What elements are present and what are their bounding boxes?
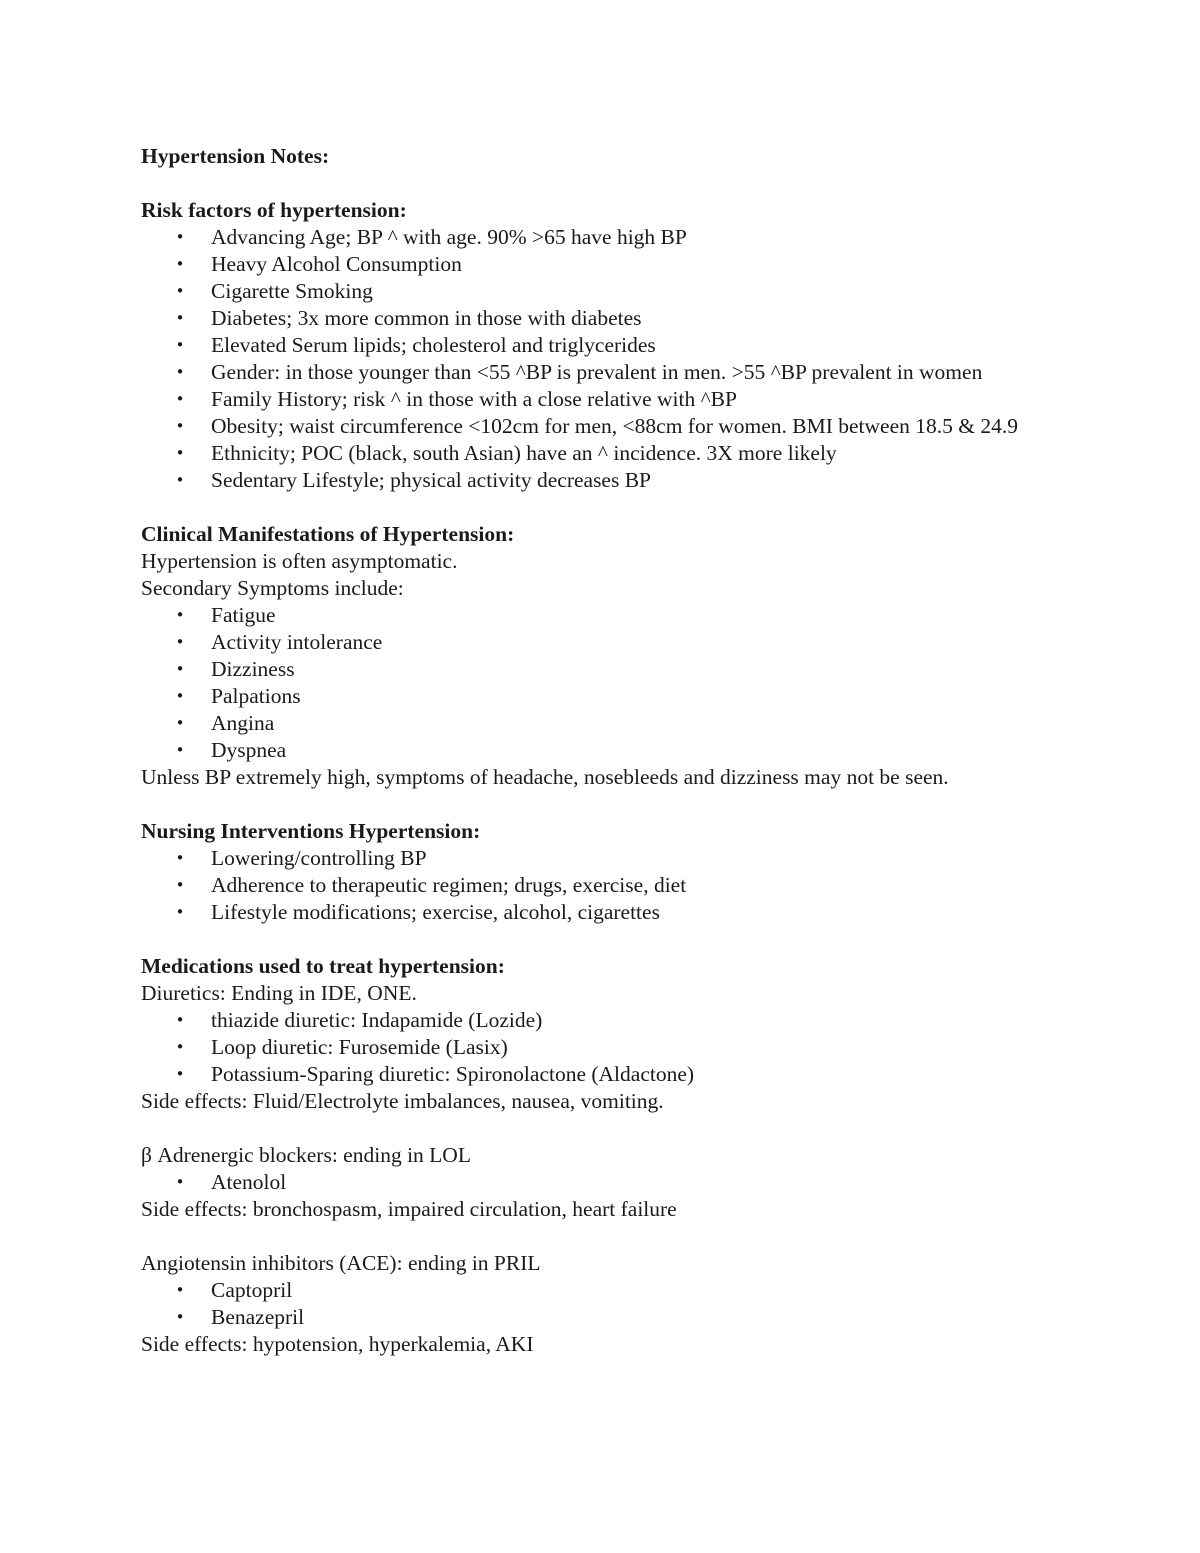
list-item bbox=[141, 386, 1061, 413]
list-item bbox=[141, 1277, 1061, 1304]
list-item bbox=[141, 305, 1061, 332]
list-item-text: Fatigue bbox=[211, 603, 276, 627]
blank-line bbox=[141, 926, 1061, 953]
list-item-text: Sedentary Lifestyle; physical activity decreases BP bbox=[211, 468, 652, 492]
beta-blockers-group bbox=[141, 1142, 1061, 1223]
beta-blockers-side-effects: Side effects: bronchospasm, impaired circulation, heart failure bbox=[141, 1197, 677, 1221]
list-item bbox=[141, 440, 1061, 467]
symptoms-list bbox=[141, 602, 1061, 764]
list-item-text: Lowering/controlling BP bbox=[211, 846, 427, 870]
bullet-icon: • bbox=[175, 741, 185, 759]
clinical-note-text: Unless BP extremely high, symptoms of headache, nosebleeds and dizziness may not be seen. bbox=[141, 765, 949, 789]
document-body bbox=[141, 143, 1061, 1358]
bullet-icon: • bbox=[175, 876, 185, 894]
bullet-icon: • bbox=[175, 228, 185, 246]
list-item bbox=[141, 359, 1061, 386]
diuretics-list bbox=[141, 1007, 1061, 1088]
list-item-text: thiazide diuretic: Indapamide (Lozide) bbox=[211, 1008, 543, 1032]
document-title: Hypertension Notes: bbox=[141, 144, 330, 168]
list-item bbox=[141, 224, 1061, 251]
list-item-text: Potassium-Sparing diuretic: Spironolactone (Aldactone) bbox=[211, 1062, 695, 1086]
secondary-symptoms-label: Secondary Symptoms include: bbox=[141, 576, 404, 600]
list-item bbox=[141, 278, 1061, 305]
list-item-text: Heavy Alcohol Consumption bbox=[211, 252, 462, 276]
list-item-text: Elevated Serum lipids; cholesterol and triglycerides bbox=[211, 333, 656, 357]
list-item-text: Activity intolerance bbox=[211, 630, 383, 654]
nursing-interventions-heading: Nursing Interventions Hypertension: bbox=[141, 819, 481, 843]
ace-inhibitors-list bbox=[141, 1277, 1061, 1331]
ace-inhibitors-side-effects: Side effects: hypotension, hyperkalemia, AKI bbox=[141, 1332, 534, 1356]
bullet-icon: • bbox=[175, 336, 185, 354]
risk-factors-heading: Risk factors of hypertension: bbox=[141, 198, 407, 222]
nursing-interventions-list bbox=[141, 845, 1061, 926]
bullet-icon: • bbox=[175, 282, 185, 300]
blank-line bbox=[141, 1223, 1061, 1250]
bullet-icon: • bbox=[175, 849, 185, 867]
medications-section bbox=[141, 953, 1061, 1358]
list-item bbox=[141, 332, 1061, 359]
list-item-text: Lifestyle modifications; exercise, alcohol, cigarettes bbox=[211, 900, 660, 924]
list-item-text: Benazepril bbox=[211, 1305, 305, 1329]
list-item-text: Dyspnea bbox=[211, 738, 287, 762]
blank-line bbox=[141, 170, 1061, 197]
list-item-text: Atenolol bbox=[211, 1170, 287, 1194]
clinical-intro-text: Hypertension is often asymptomatic. bbox=[141, 549, 458, 573]
list-item bbox=[141, 1304, 1061, 1331]
bullet-icon: • bbox=[175, 1308, 185, 1326]
blank-line bbox=[141, 494, 1061, 521]
list-item bbox=[141, 899, 1061, 926]
bullet-icon: • bbox=[175, 390, 185, 408]
bullet-icon: • bbox=[175, 1281, 185, 1299]
blank-line bbox=[141, 1115, 1061, 1142]
bullet-icon: • bbox=[175, 714, 185, 732]
diuretics-side-effects: Side effects: Fluid/Electrolyte imbalances, nausea, vomiting. bbox=[141, 1089, 664, 1113]
bullet-icon: • bbox=[175, 444, 185, 462]
list-item-text: Obesity; waist circumference <102cm for men, <88cm for women. BMI between 18.5 & 24.9 bbox=[211, 414, 1018, 438]
bullet-icon: • bbox=[175, 309, 185, 327]
list-item bbox=[141, 872, 1061, 899]
risk-factors-section bbox=[141, 197, 1061, 494]
bullet-icon: • bbox=[175, 471, 185, 489]
list-item bbox=[141, 251, 1061, 278]
list-item-text: Dizziness bbox=[211, 657, 295, 681]
list-item-text: Angina bbox=[211, 711, 275, 735]
diuretics-intro: Diuretics: Ending in IDE, ONE. bbox=[141, 981, 417, 1005]
list-item bbox=[141, 1007, 1061, 1034]
clinical-manifestations-section bbox=[141, 521, 1061, 791]
list-item-text: Cigarette Smoking bbox=[211, 279, 373, 303]
list-item-text: Adherence to therapeutic regimen; drugs, exercise, diet bbox=[211, 873, 687, 897]
list-item bbox=[141, 656, 1061, 683]
list-item-text: Diabetes; 3x more common in those with diabetes bbox=[211, 306, 642, 330]
bullet-icon: • bbox=[175, 606, 185, 624]
list-item bbox=[141, 710, 1061, 737]
list-item-text: Ethnicity; POC (black, south Asian) have an ^ incidence. 3X more likely bbox=[211, 441, 837, 465]
bullet-icon: • bbox=[175, 255, 185, 273]
list-item-text: Captopril bbox=[211, 1278, 293, 1302]
ace-inhibitors-group bbox=[141, 1250, 1061, 1358]
bullet-icon: • bbox=[175, 1065, 185, 1083]
list-item bbox=[141, 737, 1061, 764]
bullet-icon: • bbox=[175, 687, 185, 705]
bullet-icon: • bbox=[175, 1173, 185, 1191]
risk-factors-list bbox=[141, 224, 1061, 494]
list-item-text: Family History; risk ^ in those with a close relative with ^BP bbox=[211, 387, 737, 411]
bullet-icon: • bbox=[175, 1011, 185, 1029]
list-item bbox=[141, 1061, 1061, 1088]
diuretics-group bbox=[141, 980, 1061, 1115]
bullet-icon: • bbox=[175, 660, 185, 678]
list-item bbox=[141, 1169, 1061, 1196]
list-item bbox=[141, 1034, 1061, 1061]
list-item-text: Palpations bbox=[211, 684, 301, 708]
list-item bbox=[141, 413, 1061, 440]
list-item bbox=[141, 845, 1061, 872]
bullet-icon: • bbox=[175, 1038, 185, 1056]
list-item-text: Loop diuretic: Furosemide (Lasix) bbox=[211, 1035, 508, 1059]
list-item bbox=[141, 602, 1061, 629]
list-item bbox=[141, 683, 1061, 710]
beta-blockers-list bbox=[141, 1169, 1061, 1196]
list-item-text: Gender: in those younger than <55 ^BP is prevalent in men. >55 ^BP prevalent in women bbox=[211, 360, 983, 384]
list-item-text: Advancing Age; BP ^ with age. 90% >65 have high BP bbox=[211, 225, 687, 249]
beta-blockers-intro: β Adrenergic blockers: ending in LOL bbox=[141, 1143, 471, 1167]
list-item bbox=[141, 629, 1061, 656]
list-item bbox=[141, 467, 1061, 494]
bullet-icon: • bbox=[175, 417, 185, 435]
medications-heading: Medications used to treat hypertension: bbox=[141, 954, 505, 978]
clinical-manifestations-heading: Clinical Manifestations of Hypertension: bbox=[141, 522, 515, 546]
bullet-icon: • bbox=[175, 633, 185, 651]
bullet-icon: • bbox=[175, 903, 185, 921]
blank-line bbox=[141, 791, 1061, 818]
nursing-interventions-section bbox=[141, 818, 1061, 926]
bullet-icon: • bbox=[175, 363, 185, 381]
ace-inhibitors-intro: Angiotensin inhibitors (ACE): ending in PRIL bbox=[141, 1251, 541, 1275]
